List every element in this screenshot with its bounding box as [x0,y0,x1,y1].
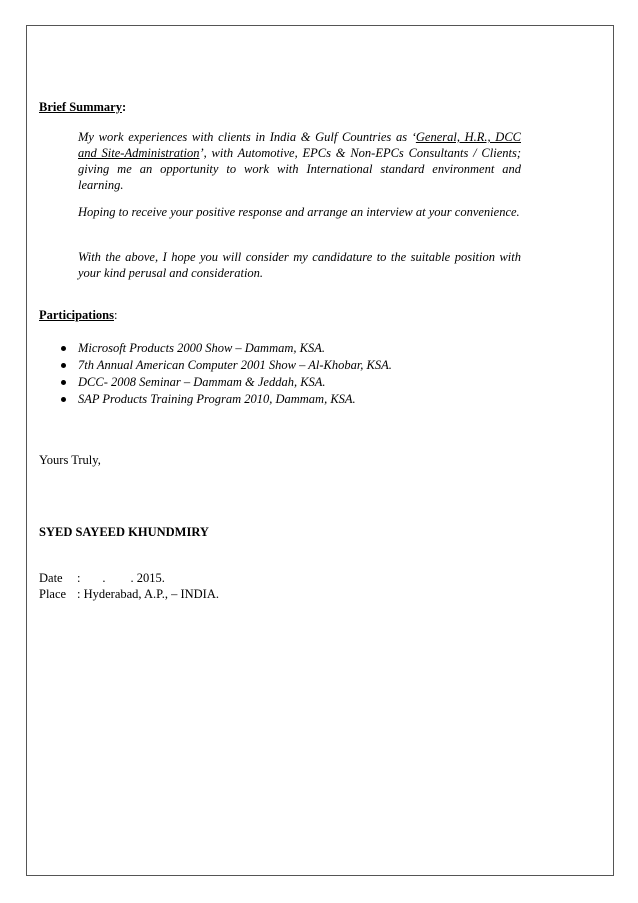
participations-list [60,340,392,408]
bullet-icon [61,363,66,368]
list-item: Microsoft Products 2000 Show – Dammam, KSA. [60,340,392,357]
summary-paragraph-3: With the above, I hope you will consider my candidature to the suitable position with your kind perusal and consideration. [78,250,521,280]
place-row [39,587,219,602]
place-label: Place [39,587,67,601]
date-value: : . . 2015. [77,571,165,585]
date-row [39,571,165,586]
participations-heading: Participations: [39,308,118,322]
bullet-icon [61,346,66,351]
bullet-icon [61,397,66,402]
closing-text: Yours Truly, [39,453,101,467]
place-value: : Hyderabad, A.P., – INDIA. [77,587,219,601]
summary-paragraph-1: My work experiences with clients in India & Gulf Countries as ‘General, H.R., DCC and Site-Administration’, with Automotive, EPCs & Non-EPCs Consultants / Clients; giving me an opportunity to work with International standard environment and learning. [78,130,521,192]
list-item: SAP Products Training Program 2010, Dammam, KSA. [60,391,392,408]
list-item: 7th Annual American Computer 2001 Show – Al-Khobar, KSA. [60,357,392,374]
bullet-icon [61,380,66,385]
list-item: DCC- 2008 Seminar – Dammam & Jeddah, KSA. [60,374,392,391]
summary-paragraph-2: Hoping to receive your positive response and arrange an interview at your convenience. [78,205,520,219]
date-label: Date [39,571,63,585]
signature-name: SYED SAYEED KHUNDMIRY [39,525,209,539]
brief-summary-heading: Brief Summary: [39,100,127,114]
